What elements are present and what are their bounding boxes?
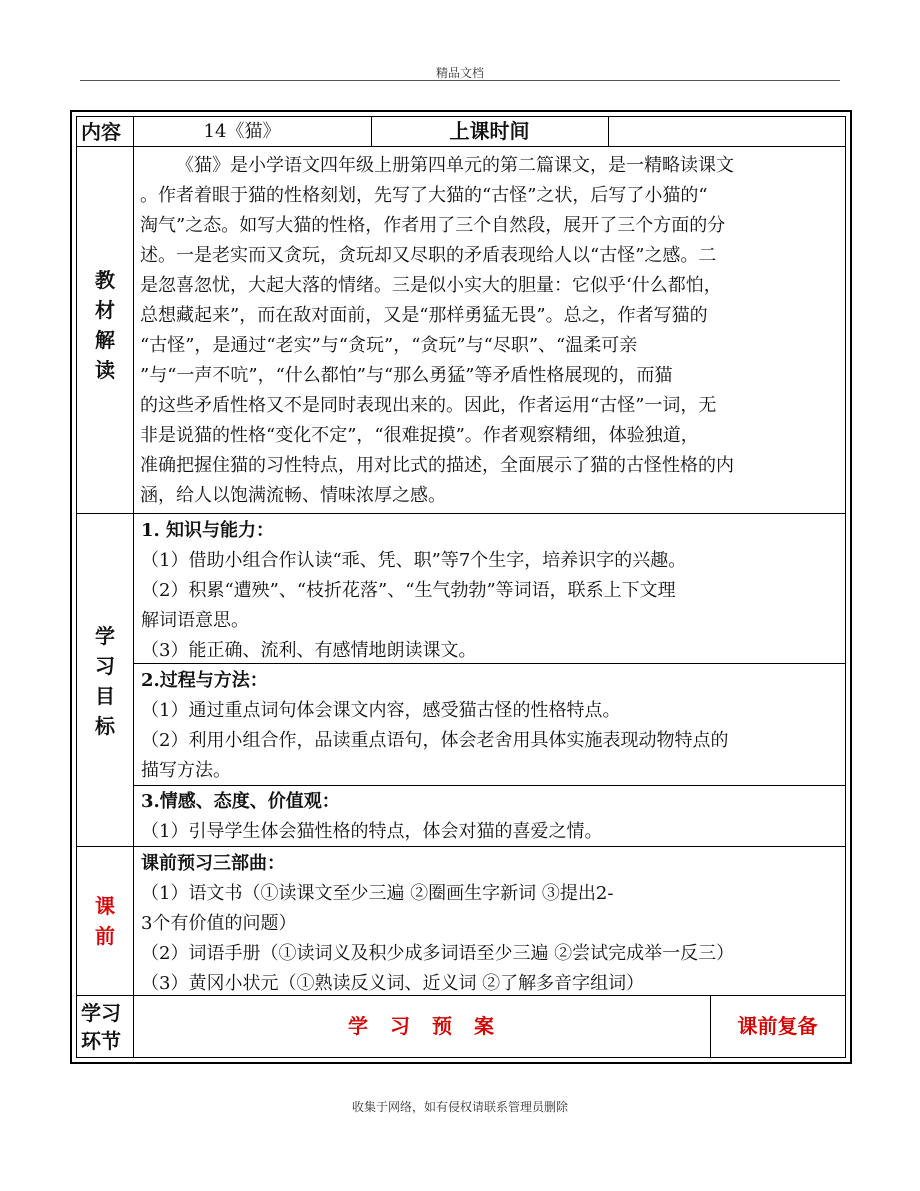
analysis-text: 《猫》是小学语文四年级上册第四单元的第二篇课文，是一精略读课文 。作者着眼于猫的性格刻划，先写了大猫的“古怪”之状，后写了小猫的“ 淘气”之态。如写大猫的性格，作者用了三个自然段，展开了三个方面的分 述。一是老实而又贪玩，贪玩却又尽职的矛盾表现给人以“古怪”之感。二 是忽喜忽忧，大起大落的情绪。三是似小实大的胆量：它似乎‘什么都怕， 总想藏起来”，而在敌对面前，又是“那样勇猛无畏”。总之，作者写猫的 “古怪”，是通过“老实”与“贪玩”，“贪玩”与“尽职”、“温柔可亲 ”与“一声不吭”，“什么都怕”与“那么勇猛”等矛盾性格展现的，而猫 的这些矛盾性格又不是同时表现出来的。因此，作者运用“古怪”一词，无 非是说猫的性格“变化不定”，“很难捉摸”。作者观察精细，体验独道， 准确把握住猫的习性特点，用对比式的描述，全面展示了猫的古怪性格的内 涵，给人以饱满流畅、情味浓厚之感。 bbox=[140, 155, 734, 506]
emotion-title: 3.情感、态度、价值观： bbox=[141, 791, 340, 812]
class-time-value[interactable] bbox=[608, 117, 845, 146]
preview-label: 课 前 bbox=[95, 894, 115, 948]
row-divider bbox=[77, 513, 845, 514]
content-label: 内容 bbox=[81, 120, 121, 144]
lesson-title: 14《猫》 bbox=[203, 121, 281, 142]
process-title: 2.过程与方法： bbox=[141, 670, 268, 691]
page-footer: 收集于网络，如有侵权请联系管理员删除 bbox=[351, 1100, 568, 1114]
preview-title: 课前预习三部曲： bbox=[141, 853, 285, 874]
goals-emotion: 3.情感、态度、价值观： （1）引导学生体会猫性格的特点，体会对猫的喜爱之情。 bbox=[141, 787, 841, 847]
knowledge-title: 1. 知识与能力： bbox=[141, 520, 275, 541]
analysis-label: 教 材 解 读 bbox=[95, 268, 115, 382]
goals-knowledge: 1. 知识与能力： （1）借助小组合作认读“乖、凭、职”等7个生字，培养识字的兴趣。 （2）积累“遭殃”、“枝折花落”、“生气勃勃”等词语，联系上下文理 解词语意思。 （3）能正确、流利、有感情地朗读课文。 bbox=[141, 516, 841, 666]
column-divider bbox=[133, 117, 134, 1057]
header-rule bbox=[80, 80, 840, 81]
preview-content: 课前预习三部曲： （1）语文书（①读课文至少三遍 ②圈画生字新词 ③提出2- 3个有价值的问题） （2）词语手册（①读词义及积少成多词语至少三遍 ②尝试完成举一反三） （3）黄冈小状元（①熟读反义词、近义词 ②了解多音字组词） bbox=[141, 849, 841, 999]
lesson-plan-table bbox=[76, 116, 846, 1058]
study-plan-heading: 学 习 预 案 bbox=[348, 1014, 495, 1038]
pre-class-review-heading: 课前复备 bbox=[737, 1014, 818, 1038]
goals-process: 2.过程与方法： （1）通过重点词句体会课文内容，感受猫古怪的性格特点。 （2）利用小组合作，品读重点语句，体会老舍用具体实施表现动物特点的 描写方法。 bbox=[141, 666, 841, 786]
goals-label: 学 习 目 标 bbox=[95, 624, 115, 738]
stage-label: 学习 环节 bbox=[81, 1001, 121, 1053]
page-header: 精品文档 bbox=[435, 66, 484, 80]
class-time-label: 上课时间 bbox=[449, 119, 530, 143]
row-divider bbox=[77, 146, 845, 147]
